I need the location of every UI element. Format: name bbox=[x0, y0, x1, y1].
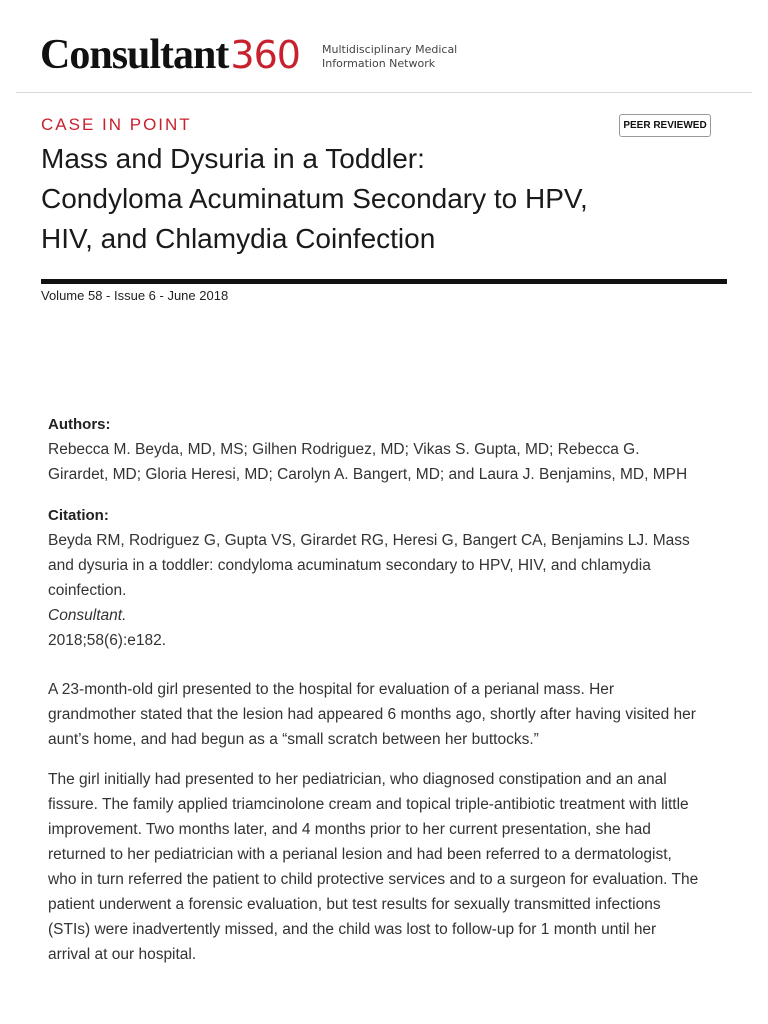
title-line: HIV, and Chlamydia Coinfection bbox=[41, 223, 436, 254]
authors-list bbox=[48, 437, 738, 487]
citation-suffix: 2018;58(6):e182. bbox=[48, 632, 167, 649]
site-tagline bbox=[322, 43, 472, 71]
paragraph-line: The girl initially had presented to her pediatrician, who diagnosed constipation and an anal bbox=[48, 771, 667, 788]
site-logo[interactable] bbox=[40, 30, 300, 80]
tagline-line: Multidisciplinary Medical bbox=[322, 43, 458, 56]
body-paragraph bbox=[48, 767, 738, 967]
citation-line: and dysuria in a toddler: condyloma acuminatum secondary to HPV, HIV, and chlamydia bbox=[48, 557, 651, 574]
paragraph-line: aunt’s home, and had begun as a “small scratch between her buttocks.” bbox=[48, 731, 539, 748]
authors-line: Rebecca M. Beyda, MD, MS; Gilhen Rodriguez, MD; Vikas S. Gupta, MD; Rebecca G. bbox=[48, 441, 640, 458]
logo-number: 360 bbox=[230, 33, 300, 77]
citation-line bbox=[48, 578, 738, 653]
paragraph-line: returned to her pediatrician with a perianal lesion and had been referred to a dermatologist, bbox=[48, 846, 672, 863]
paragraph-line: arrival at our hospital. bbox=[48, 946, 197, 963]
paragraph-line: (STIs) were inadvertently missed, and the child was lost to follow-up for 1 month until her bbox=[48, 921, 657, 938]
citation-label: Citation: bbox=[48, 507, 109, 524]
paragraph-line: fissure. The family applied triamcinolone cream and topical triple-antibiotic treatment with little bbox=[48, 796, 689, 813]
body-paragraph bbox=[48, 677, 738, 752]
title-divider bbox=[41, 279, 727, 284]
article-title bbox=[41, 139, 741, 259]
title-line: Mass and Dysuria in a Toddler: bbox=[41, 143, 425, 174]
authors-label: Authors: bbox=[48, 416, 111, 433]
header-divider bbox=[16, 92, 752, 93]
paragraph-line: grandmother stated that the lesion had appeared 6 months ago, shortly after having visited her bbox=[48, 706, 696, 723]
paragraph-line: patient underwent a forensic evaluation, but test results for sexually transmitted infections bbox=[48, 896, 661, 913]
paragraph-line: improvement. Two months later, and 4 months prior to her current presentation, she had bbox=[48, 821, 651, 838]
section-label[interactable]: CASE IN POINT bbox=[41, 115, 192, 134]
paragraph-line: who in turn referred the patient to child protective services and to a surgeon for evaluation. The bbox=[48, 871, 699, 888]
journal-name: Consultant. bbox=[48, 607, 127, 624]
issue-info: Volume 58 - Issue 6 - June 2018 bbox=[41, 288, 229, 303]
title-line: Condyloma Acuminatum Secondary to HPV, bbox=[41, 183, 588, 214]
citation-line: Beyda RM, Rodriguez G, Gupta VS, Girardet RG, Heresi G, Bangert CA, Benjamins LJ. Mass bbox=[48, 532, 690, 549]
tagline-line: Information Network bbox=[322, 57, 436, 70]
paragraph-line: A 23-month-old girl presented to the hospital for evaluation of a perianal mass. Her bbox=[48, 681, 615, 698]
authors-line: Girardet, MD; Gloria Heresi, MD; Carolyn A. Bangert, MD; and Laura J. Benjamins, MD, MPH bbox=[48, 466, 688, 483]
site-header bbox=[0, 0, 768, 93]
citation-text bbox=[48, 528, 738, 653]
logo-wordmark: Consultant bbox=[40, 32, 229, 78]
peer-reviewed-badge: PEER REVIEWED bbox=[619, 114, 711, 137]
citation-prefix: coinfection. bbox=[48, 582, 127, 599]
